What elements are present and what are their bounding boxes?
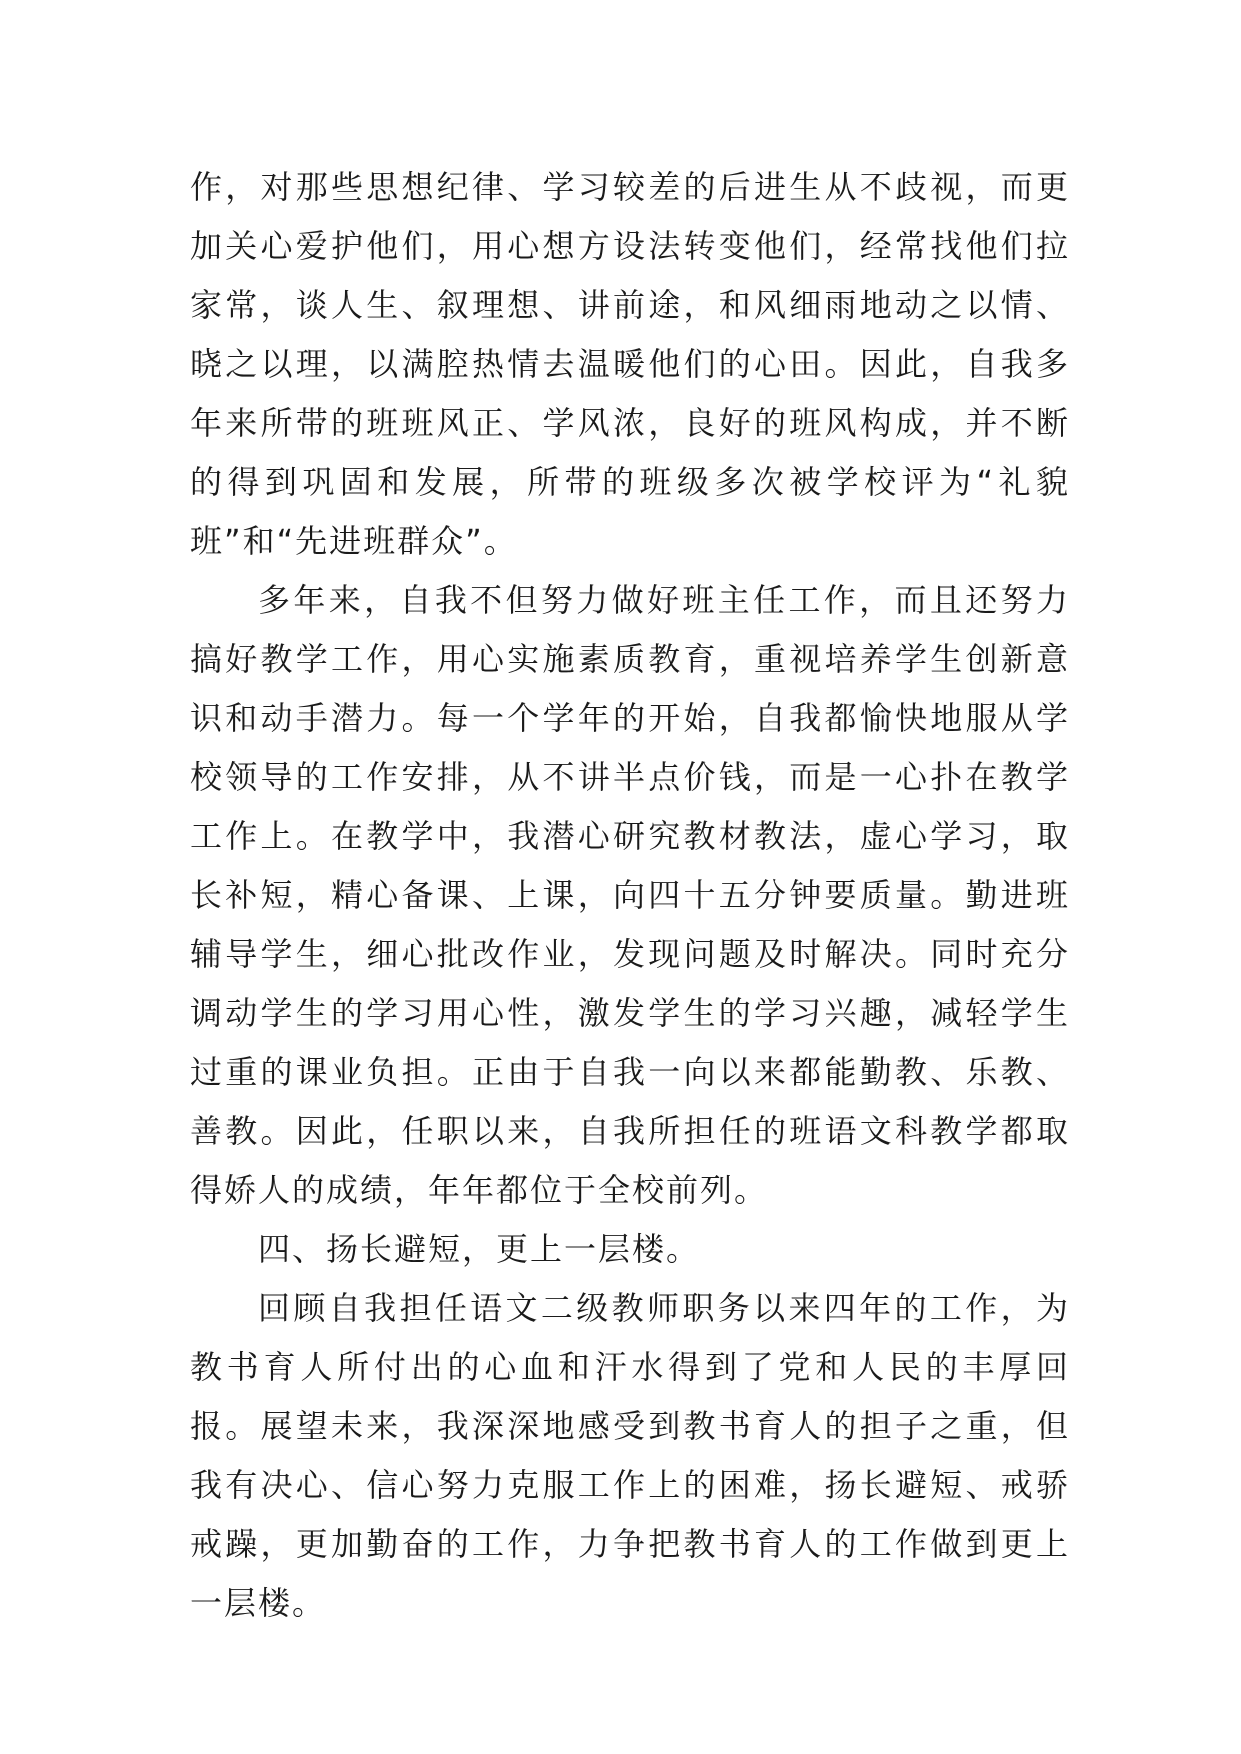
document-body <box>190 158 1070 1633</box>
section-heading-four: 四、扬长避短，更上一层楼。 <box>258 1230 701 1268</box>
paragraph-outlook: 回顾自我担任语文二级教师职务以来四年的工作，为教书育人所付出的心血和汗水得到了党和人民的丰厚回报。展望未来，我深深地感受到教书育人的担子之重，但我有决心、信心努力克服工作上的困难，扬长避短、戒骄戒躁，更加勤奋的工作，力争把教书育人的工作做到更上一层楼。 <box>190 1289 1070 1622</box>
paragraph-class-management: 作，对那些思想纪律、学习较差的后进生从不歧视，而更加关心爱护他们，用心想方设法转变他们，经常找他们拉家常，谈人生、叙理想、讲前途，和风细雨地动之以情、晓之以理，以满腔热情去温暖他们的心田。因此，自我多年来所带的班班风正、学风浓，良好的班风构成，并不断的得到巩固和发展，所带的班级多次被学校评为“礼貌班”和“先进班群众”。 <box>190 168 1070 560</box>
paragraph-teaching-work: 多年来，自我不但努力做好班主任工作，而且还努力搞好教学工作，用心实施素质教育，重视培养学生创新意识和动手潜力。每一个学年的开始，自我都愉快地服从学校领导的工作安排，从不讲半点价钱，而是一心扑在教学工作上。在教学中，我潜心研究教材教法，虚心学习，取长补短，精心备课、上课，向四十五分钟要质量。勤进班辅导学生，细心批改作业，发现问题及时解决。同时充分调动学生的学习用心性，激发学生的学习兴趣，减轻学生过重的课业负担。正由于自我一向以来都能勤教、乐教、善教。因此，任职以来，自我所担任的班语文科教学都取得娇人的成绩，年年都位于全校前列。 <box>190 581 1070 1209</box>
